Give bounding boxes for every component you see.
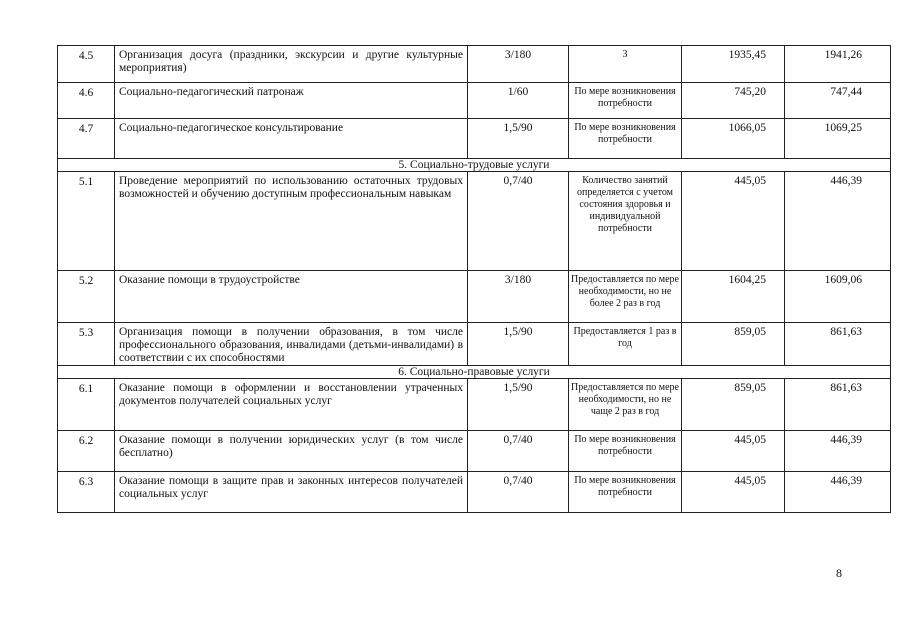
price-cell: 1066,05	[682, 119, 785, 159]
price-indexed-cell: 446,39	[785, 472, 891, 513]
service-name-cell: Оказание помощи в оформлении и восстановлении утраченных документов получателей социальных услуг	[115, 379, 468, 431]
frequency-cell: Предоставляется по мере необходимости, но не чаще 2 раз в год	[569, 379, 682, 431]
price-indexed-cell: 861,63	[785, 379, 891, 431]
time-norm-cell: 3/180	[468, 46, 569, 83]
price-cell: 745,20	[682, 83, 785, 119]
time-norm-cell: 1,5/90	[468, 119, 569, 159]
time-norm-cell: 0,7/40	[468, 472, 569, 513]
service-name-cell: Организация помощи в получении образования, в том числе профессионального образования, инвалидами (детьми-инвалидами) в соответствии с их способностями	[115, 323, 468, 366]
service-name-cell: Проведение мероприятий по использованию остаточных трудовых возможностей и обучению доступным профессиональным навыкам	[115, 172, 468, 271]
frequency-cell: По мере возникновения потребности	[569, 431, 682, 472]
table-row	[58, 379, 891, 431]
price-indexed-cell: 747,44	[785, 83, 891, 119]
frequency-cell: По мере возникновения потребности	[569, 119, 682, 159]
table-row	[58, 271, 891, 323]
section-header-row	[58, 159, 891, 172]
row-number-cell: 5.1	[58, 172, 115, 271]
row-number-cell: 4.5	[58, 46, 115, 83]
row-number-cell: 6.2	[58, 431, 115, 472]
section-header-row	[58, 366, 891, 379]
services-table	[57, 45, 891, 513]
table-row	[58, 431, 891, 472]
price-cell: 1935,45	[682, 46, 785, 83]
frequency-cell: 3	[569, 46, 682, 83]
price-indexed-cell: 446,39	[785, 431, 891, 472]
price-indexed-cell: 1069,25	[785, 119, 891, 159]
time-norm-cell: 1/60	[468, 83, 569, 119]
service-name-cell: Оказание помощи в защите прав и законных интересов получателей социальных услуг	[115, 472, 468, 513]
row-number-cell: 6.3	[58, 472, 115, 513]
price-indexed-cell: 861,63	[785, 323, 891, 366]
service-name-cell: Социально-педагогический патронаж	[115, 83, 468, 119]
frequency-cell: Предоставляется 1 раз в год	[569, 323, 682, 366]
table-row	[58, 472, 891, 513]
table-row	[58, 323, 891, 366]
section-title: 6. Социально-правовые услуги	[58, 366, 891, 379]
price-cell: 445,05	[682, 472, 785, 513]
price-cell: 445,05	[682, 431, 785, 472]
time-norm-cell: 1,5/90	[468, 379, 569, 431]
row-number-cell: 4.6	[58, 83, 115, 119]
section-title: 5. Социально-трудовые услуги	[58, 159, 891, 172]
price-indexed-cell: 1941,26	[785, 46, 891, 83]
price-indexed-cell: 446,39	[785, 172, 891, 271]
service-name-cell: Оказание помощи в трудоустройстве	[115, 271, 468, 323]
service-name-cell: Оказание помощи в получении юридических услуг (в том числе бесплатно)	[115, 431, 468, 472]
price-cell: 859,05	[682, 323, 785, 366]
row-number-cell: 6.1	[58, 379, 115, 431]
time-norm-cell: 3/180	[468, 271, 569, 323]
table-row	[58, 172, 891, 271]
price-cell: 445,05	[682, 172, 785, 271]
table-row	[58, 119, 891, 159]
row-number-cell: 5.3	[58, 323, 115, 366]
time-norm-cell: 1,5/90	[468, 323, 569, 366]
service-name-cell: Организация досуга (праздники, экскурсии и другие культурные мероприятия)	[115, 46, 468, 83]
time-norm-cell: 0,7/40	[468, 431, 569, 472]
price-indexed-cell: 1609,06	[785, 271, 891, 323]
table-row	[58, 46, 891, 83]
frequency-cell: Предоставляется по мере необходимости, но не более 2 раз в год	[569, 271, 682, 323]
row-number-cell: 4.7	[58, 119, 115, 159]
service-name-cell: Социально-педагогическое консультирование	[115, 119, 468, 159]
page-number: 8	[836, 566, 842, 580]
frequency-cell: По мере возникновения потребности	[569, 83, 682, 119]
price-cell: 1604,25	[682, 271, 785, 323]
price-cell: 859,05	[682, 379, 785, 431]
frequency-cell: По мере возникновения потребности	[569, 472, 682, 513]
table-row	[58, 83, 891, 119]
frequency-cell: Количество занятий определяется с учетом состояния здоровья и индивидуальной потребности	[569, 172, 682, 271]
time-norm-cell: 0,7/40	[468, 172, 569, 271]
row-number-cell: 5.2	[58, 271, 115, 323]
